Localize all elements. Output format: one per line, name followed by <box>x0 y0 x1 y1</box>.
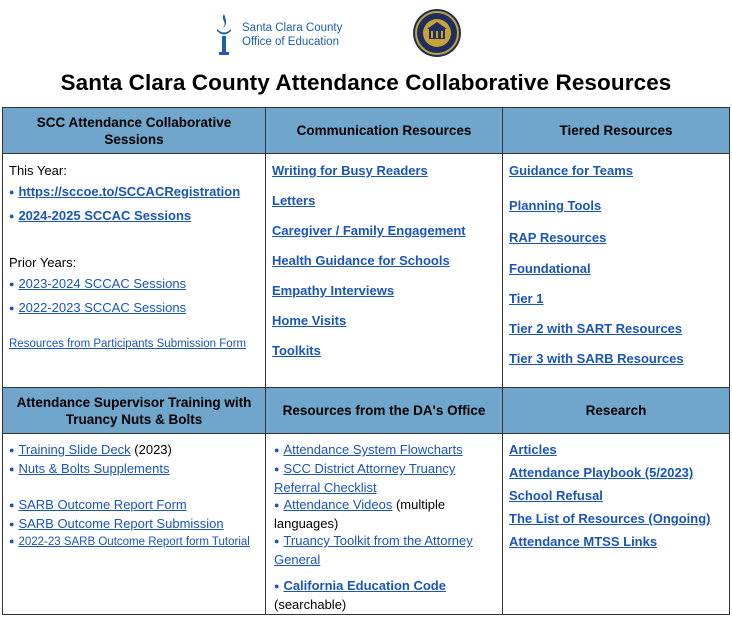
resources-table <box>2 107 730 615</box>
logo-bar <box>0 8 732 62</box>
header-da: Resources from the DA's Office <box>266 388 503 434</box>
communication-cell <box>266 154 503 388</box>
da-seal <box>412 8 462 63</box>
org-line1: Santa Clara County <box>242 22 343 34</box>
research-link-mtss[interactable]: Attendance MTSS Links <box>509 534 658 549</box>
current-sessions-link[interactable]: 2024-2025 SCCAC Sessions <box>18 208 192 223</box>
training-deck-year: (2023) <box>130 442 172 457</box>
torch-icon <box>214 12 234 58</box>
sarb-form-link[interactable]: SARB Outcome Report Form <box>18 497 187 512</box>
comm-link-home-visits[interactable]: Home Visits <box>272 313 347 328</box>
org-line2: Office of Education <box>242 36 339 48</box>
tier-link-foundational[interactable]: Foundational <box>509 261 591 276</box>
prior-years-label: Prior Years: <box>9 255 77 270</box>
research-link-school-refusal[interactable]: School Refusal <box>509 488 603 503</box>
videos-note: (multiple languages) <box>274 497 446 531</box>
tier-link-planning[interactable]: Planning Tools <box>509 198 602 213</box>
supplements-link[interactable]: Nuts & Bolts Supplements <box>18 461 170 476</box>
supervisor-cell <box>3 434 266 615</box>
tier-link-tier1[interactable]: Tier 1 <box>509 291 544 306</box>
education-code-link[interactable]: California Education Code <box>283 578 446 593</box>
tier-link-tier2[interactable]: Tier 2 with SART Resources <box>509 321 683 336</box>
research-link-playbook[interactable]: Attendance Playbook (5/2023) <box>509 465 694 480</box>
truancy-toolkit-link[interactable]: Truancy Toolkit from the Attorney General <box>274 533 473 567</box>
research-link-articles[interactable]: Articles <box>509 442 557 457</box>
tier-link-tier3[interactable]: Tier 3 with SARB Resources <box>509 351 684 366</box>
participants-form-link[interactable]: Resources from Participants Submission Form <box>9 338 247 350</box>
attendance-videos-link[interactable]: Attendance Videos <box>283 497 393 512</box>
sessions-2023-link[interactable]: 2023-2024 SCCAC Sessions <box>18 276 187 291</box>
this-year-label: This Year: <box>9 163 67 178</box>
registration-link[interactable]: https://sccoe.to/SCCACRegistration <box>18 184 241 199</box>
sccoe-logo <box>214 12 342 58</box>
header-tiered: Tiered Resources <box>503 108 730 154</box>
header-research: Research <box>503 388 730 434</box>
flowcharts-link[interactable]: Attendance System Flowcharts <box>283 442 463 457</box>
header-communication: Communication Resources <box>266 108 503 154</box>
sessions-2022-link[interactable]: 2022-2023 SCCAC Sessions <box>18 300 187 315</box>
training-deck-link[interactable]: Training Slide Deck <box>18 442 131 457</box>
comm-link-letters[interactable]: Letters <box>272 193 316 208</box>
tier-link-rap[interactable]: RAP Resources <box>509 230 607 245</box>
comm-link-toolkits[interactable]: Toolkits <box>272 343 321 358</box>
sessions-cell <box>3 154 266 388</box>
comm-link-caregiver[interactable]: Caregiver / Family Engagement <box>272 223 466 238</box>
referral-checklist-link[interactable]: SCC District Attorney Truancy Referral Checklist <box>274 461 456 495</box>
header-supervisor: Attendance Supervisor Training with Truancy Nuts & Bolts <box>3 388 266 434</box>
header-sessions: SCC Attendance Collaborative Sessions <box>3 108 266 154</box>
page-title: Santa Clara County Attendance Collaborative Resources <box>60 70 672 95</box>
comm-link-health[interactable]: Health Guidance for Schools <box>272 253 450 268</box>
tier-link-guidance[interactable]: Guidance for Teams <box>509 163 634 178</box>
research-cell <box>503 434 730 615</box>
tiered-cell <box>503 154 730 388</box>
comm-link-empathy[interactable]: Empathy Interviews <box>272 283 395 298</box>
research-link-list[interactable]: The List of Resources (Ongoing) <box>509 511 711 526</box>
education-code-note: (searchable) <box>274 597 347 612</box>
da-cell <box>266 434 503 615</box>
sarb-tutorial-link[interactable]: 2022-23 SARB Outcome Report form Tutorial <box>18 536 250 548</box>
comm-link-writing[interactable]: Writing for Busy Readers <box>272 163 428 178</box>
sarb-submission-link[interactable]: SARB Outcome Report Submission <box>18 516 224 531</box>
seal-icon <box>412 8 462 58</box>
